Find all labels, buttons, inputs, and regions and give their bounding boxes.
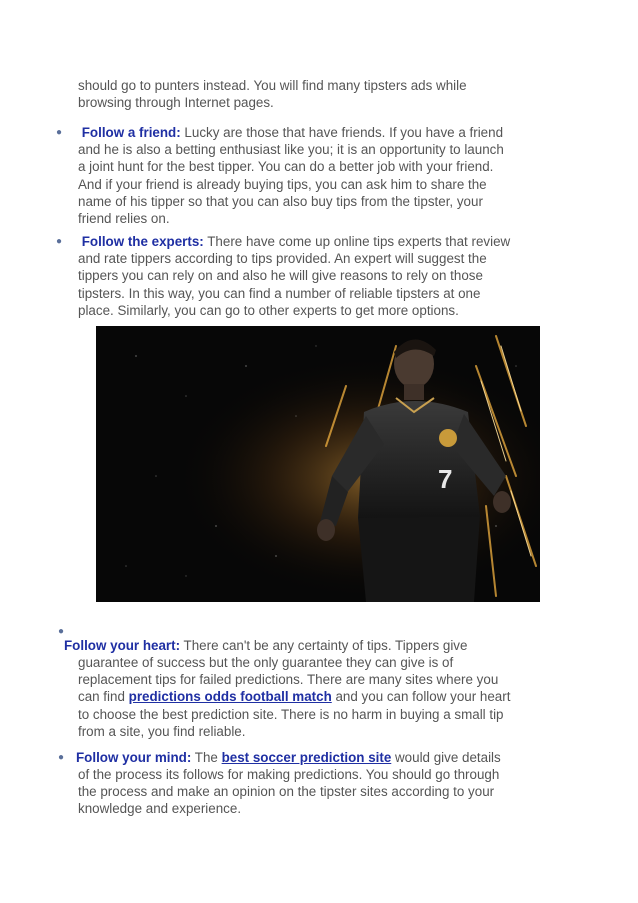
heart-paragraph [78, 654, 568, 740]
heart-link-line [78, 688, 568, 705]
friend-heading: Follow a friend: [81, 125, 181, 140]
bullet-friend: ● [56, 127, 63, 138]
intro-line-2: browsing through Internet pages. [78, 95, 274, 111]
friend-first-line [78, 124, 568, 141]
experts-first-line [78, 233, 568, 250]
experts-text-first: There have come up online tips experts that review [207, 234, 511, 249]
friend-paragraph [78, 124, 568, 227]
bullet-mind: ● [58, 752, 65, 763]
mind-pre: The [194, 750, 218, 765]
friend-line-3: a joint hunt for the best tipper. You can do a better job with your friend. [78, 159, 494, 175]
experts-paragraph [78, 233, 568, 319]
experts-line-2: and rate tippers according to tips provided. An expert will suggest the [78, 251, 487, 267]
mind-line-3: the process and make an opinion on the tipster sites according to your [78, 784, 495, 800]
jersey-number: 7 [438, 464, 453, 494]
predictions-odds-link[interactable]: predictions odds football match [128, 689, 332, 705]
intro-line-1: should go to punters instead. You will find many tipsters ads while [78, 78, 467, 93]
friend-text-first: Lucky are those that have friends. If you have a friend [184, 125, 504, 140]
heart-heading-line [64, 637, 574, 654]
mind-line-4: knowledge and experience. [78, 801, 242, 817]
mind-line-2: of the process its follows for making predictions. You should go through [78, 767, 500, 782]
experts-heading: Follow the experts: [81, 234, 204, 249]
friend-line-4: And if your friend is already buying tips, you can ask him to share the [78, 176, 487, 192]
heart-link-pre: can find [78, 689, 125, 705]
experts-line-3: tippers you can rely on and also he will give reasons to rely on those [78, 268, 483, 284]
heart-line-2: guarantee of success but the only guarantee they can give is of [78, 655, 454, 670]
friend-line-2: and he is also a betting enthusiast like you; it is an opportunity to launch [78, 142, 504, 158]
friend-line-6: friend relies on. [78, 211, 170, 227]
mind-heading: Follow your mind: [76, 750, 192, 765]
mind-heading-line [76, 749, 576, 766]
friend-line-5: name of his tipper so that you can also buy tips from the tipster, your [78, 193, 483, 209]
heart-link-post: and you can follow your heart [335, 689, 511, 705]
heart-heading: Follow your heart: [64, 638, 181, 653]
mind-post: would give details [395, 750, 501, 765]
mind-paragraph [78, 766, 568, 818]
heart-line-6: from a site, you find reliable. [78, 723, 246, 739]
experts-line-4: tipsters. In this way, you can find a number of reliable tipsters at one [78, 285, 481, 301]
intro-paragraph [78, 77, 568, 111]
heart-text-first: There can't be any certainty of tips. Tippers give [183, 638, 468, 653]
experts-line-5: place. Similarly, you can go to other experts to get more options. [78, 302, 459, 318]
bullet-experts: ● [56, 236, 63, 247]
heart-line-3: replacement tips for failed predictions. There are many sites where you [78, 672, 499, 688]
bullet-heart: ● [58, 626, 65, 637]
heart-line-5: to choose the best prediction site. There is no harm in buying a small tip [78, 706, 504, 722]
soccer-player-photo [96, 326, 540, 602]
best-soccer-prediction-link[interactable]: best soccer prediction site [221, 750, 392, 765]
